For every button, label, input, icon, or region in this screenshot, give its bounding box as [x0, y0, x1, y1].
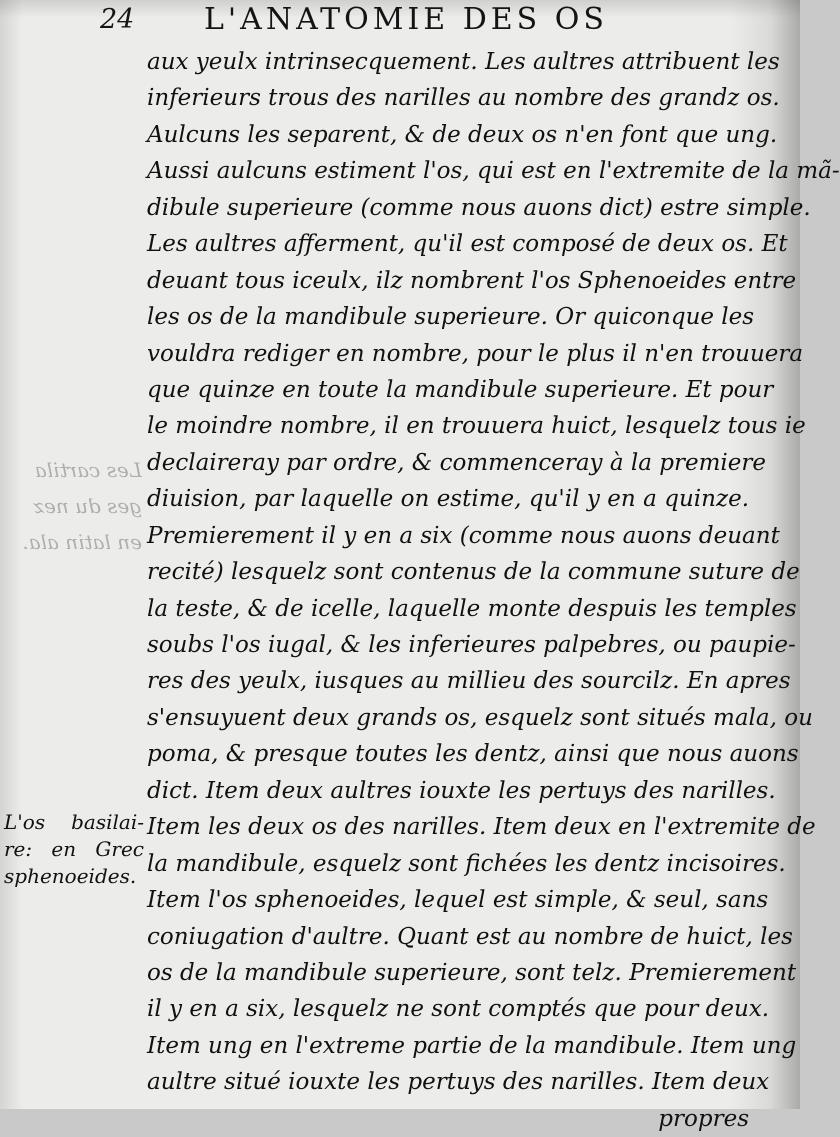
- running-head: [100, 2, 760, 42]
- text-line: coniugation d'aultre. Quant est au nombre de huict, les: [147, 923, 793, 950]
- marginal-note-line: L'os basilai-: [4, 810, 144, 834]
- text-line: poma, & presque toutes les dentz, ainsi que nous auons: [147, 741, 799, 768]
- body-text: [147, 44, 840, 1137]
- text-line: Aussi aulcuns estiment l'os, qui est en l'extremite de la mã-: [147, 158, 840, 185]
- text-line: Les aultres afferment, qu'il est composé de deux os. Et: [147, 231, 788, 258]
- running-title: L'ANATOMIE DES OS: [204, 2, 608, 37]
- bleed-through-text: [10, 452, 142, 560]
- text-line: recité) lesquelz sont contenus de la commune suture de: [147, 559, 800, 586]
- text-line: la teste, & de icelle, laquelle monte despuis les temples: [147, 595, 797, 622]
- text-line: s'ensuyuent deux grands os, esquelz sont situés mala, ou: [147, 704, 813, 731]
- text-line: vouldra rediger en nombre, pour le plus il n'en trouuera: [147, 340, 804, 367]
- text-line: dibule superieure (comme nous auons dict) estre simple.: [147, 194, 811, 221]
- text-line: Premierement il y en a six (comme nous auons deuant: [147, 522, 780, 549]
- bleed-through-line: Les cartila: [34, 458, 142, 482]
- text-line: aux yeulx intrinsecquement. Les aultres attribuent les: [147, 49, 780, 75]
- text-line: declaireray par ordre, & commenceray à la premiere: [147, 449, 766, 476]
- text-line: diuision, par laquelle on estime, qu'il y en a quinze.: [147, 486, 749, 513]
- text-line: dict. Item deux aultres iouxte les pertuys des narilles.: [147, 777, 776, 804]
- text-line: la mandibule, esquelz sont fichées les dentz incisoires.: [147, 850, 786, 877]
- text-line: aultre situé iouxte les pertuys des narilles. Item deux: [147, 1069, 770, 1096]
- marginal-note-line: re: en Grec: [4, 837, 144, 861]
- catchword: propres: [658, 1105, 749, 1132]
- text-line: il y en a six, lesquelz ne sont comptés que pour deux.: [147, 996, 770, 1023]
- text-line: Aulcuns les separent, & de deux os n'en font que ung.: [147, 121, 778, 148]
- text-line: os de la mandibule superieure, sont telz. Premierement: [147, 959, 797, 986]
- text-line: Item ung en l'extreme partie de la mandibule. Item ung: [147, 1032, 797, 1059]
- text-line: les os de la mandibule superieure. Or quiconque les: [147, 304, 755, 331]
- text-line: res des yeulx, iusques au millieu des sourcilz. En apres: [147, 668, 791, 695]
- marginal-note: [4, 809, 144, 890]
- page-number: 24: [100, 4, 135, 35]
- bleed-through-line: ges du nez: [33, 494, 142, 518]
- text-line: le moindre nombre, il en trouuera huict, lesquelz tous ie: [147, 413, 806, 440]
- text-line: deuant tous iceulx, ilz nombrent l'os Sphenoeides entre: [147, 267, 797, 294]
- text-line: Item les deux os des narilles. Item deux en l'extremite de: [147, 814, 816, 841]
- bleed-through-line: en latin ala.: [22, 530, 142, 554]
- text-line: inferieurs trous des narilles au nombre des grandz os.: [147, 85, 780, 112]
- text-line: que quinze en toute la mandibule superieure. Et pour: [147, 376, 774, 403]
- marginal-note-line: sphenoeides.: [4, 864, 137, 888]
- text-line: Item l'os sphenoeides, lequel est simple, & seul, sans: [147, 887, 769, 914]
- text-line: soubs l'os iugal, & les inferieures palpebres, ou paupie-: [147, 632, 796, 658]
